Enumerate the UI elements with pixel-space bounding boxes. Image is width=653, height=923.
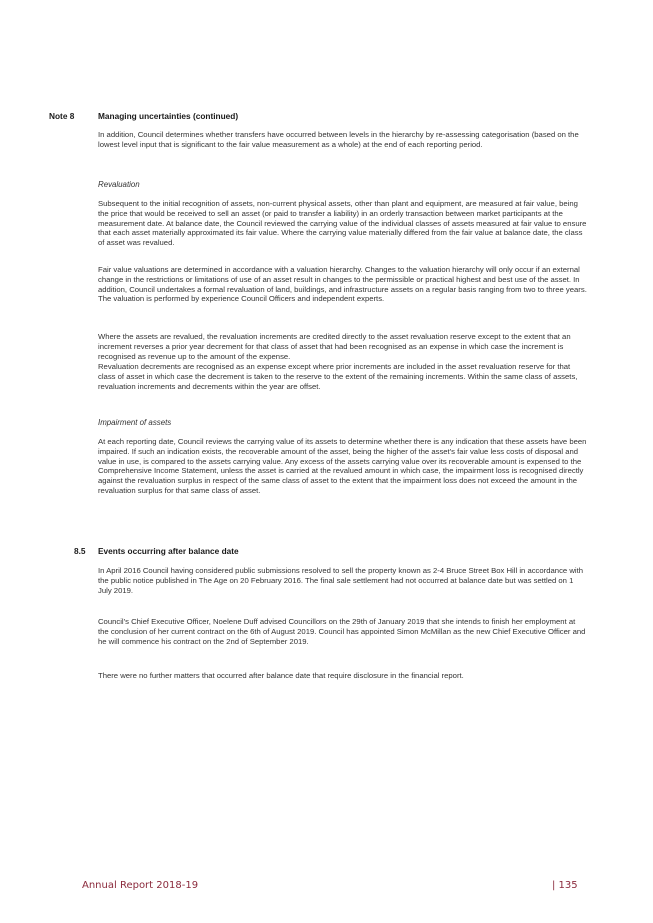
footer-report-title: Annual Report 2018-19 xyxy=(82,880,199,891)
impairment-heading: Impairment of assets xyxy=(98,418,172,427)
section-title: Events occurring after balance date xyxy=(98,546,239,556)
events-paragraph-1: In April 2016 Council having considered public submissions resolved to sell the property known as 2-4 Bruce Street Box Hill in accordance with the public notice published in The Age on 20 February 2016. The final sale settlement had not occurred at balance date but was settled on 1 July 2019. xyxy=(98,566,583,595)
revaluation-paragraph-4: Revaluation decrements are recognised as an expense except where prior increments are included in the asset revaluation reserve for that class of asset in which case the decrement is taken to the reserve to the extent of the remaining increments. Within the same class of assets, revaluation increments and decrements within the year are offset. xyxy=(98,362,578,391)
note-number: Note 8 xyxy=(49,111,75,121)
impairment-paragraph: At each reporting date, Council reviews the carrying value of its assets to determine whether there is any indication that these assets have been impaired. If such an indication exists, the recoverable amount of the asset, being the higher of the asset's fair value less costs of disposal and value in use, is compared to the assets carrying value. Any excess of the assets carrying value over its recoverable amount is expensed to the Comprehensive Income Statement, unless the asset is carried at the revalued amount in which case, the impairment loss is recognised directly against the revaluation surplus in respect of the same class of asset to the extent that the impairment loss does not exceed the amount in the revaluation surplus for that same class of asset. xyxy=(98,437,587,495)
events-paragraph-3: There were no further matters that occurred after balance date that require disclosure in the financial report. xyxy=(98,671,464,680)
section-number: 8.5 xyxy=(74,546,86,556)
revaluation-paragraph-1: Subsequent to the initial recognition of assets, non-current physical assets, other than plant and equipment, are measured at fair value, being the price that would be received to sell an asset (or paid to transfer a liability) in an orderly transaction between market participants at the measurement date. At balance date, the Council reviewed the carrying value of the individual classes of assets measured at fair value to ensure that each asset materially approximated its fair value. Where the carrying value materially differed from the fair value at balance date, the class of asset was revalued. xyxy=(98,199,587,248)
revaluation-heading: Revaluation xyxy=(98,180,140,189)
intro-paragraph: In addition, Council determines whether transfers have occurred between levels in the hierarchy by re-assessing categorisation (based on the lowest level input that is significant to the fair value measurement as a whole) at the end of each reporting period. xyxy=(98,130,579,149)
footer-page-number: | 135 xyxy=(552,880,578,891)
revaluation-paragraph-2: Fair value valuations are determined in accordance with a valuation hierarchy. Changes to the valuation hierarchy will only occur if an external change in the restrictions or limitations of use of an asset result in changes to the permissible or practical highest and best use of the asset. In addition, Council undertakes a formal revaluation of land, buildings, and infrastructure assets on a regular basis ranging from two to three years. The valuation is performed by experience Council Officers and independent experts. xyxy=(98,265,587,304)
events-paragraph-2: Council's Chief Executive Officer, Noelene Duff advised Councillors on the 29th of January 2019 that she intends to finish her employment at the conclusion of her current contract on the 6th of August 2019. Council has appointed Simon McMillan as the new Chief Executive Officer and he will commence his contract on the 2nd of September 2019. xyxy=(98,617,586,646)
revaluation-paragraph-3: Where the assets are revalued, the revaluation increments are credited directly to the asset revaluation reserve except to the extent that an increment reverses a prior year decrement for that class of asset that had been recognised as an expense in which case the increment is recognised as revenue up to the amount of the expense. xyxy=(98,332,571,361)
note-title: Managing uncertainties (continued) xyxy=(98,111,239,121)
